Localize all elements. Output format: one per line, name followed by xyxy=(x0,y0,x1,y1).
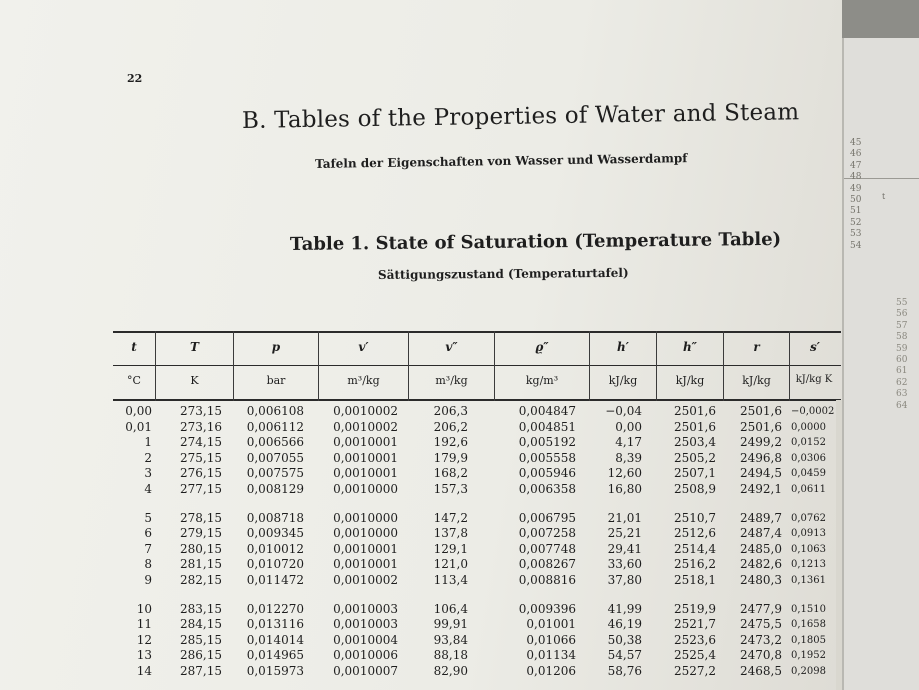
table-cell: 0,0010000 xyxy=(333,481,398,496)
header-unit-r: kJ/kg xyxy=(742,374,771,387)
facing-page-number: 63 xyxy=(896,389,908,400)
table-cell: 21,01 xyxy=(607,510,642,525)
table-cell: 0,1658 xyxy=(791,619,826,631)
table-cell: 16,80 xyxy=(607,481,642,496)
table-cell: 0,013116 xyxy=(246,617,304,632)
table-cell: 2473,2 xyxy=(740,632,782,647)
table-cell: 0,010012 xyxy=(246,541,304,556)
header-unit-t: °C xyxy=(127,374,141,387)
header-unit-v2: m³/kg xyxy=(435,374,468,387)
table-cell: 12,60 xyxy=(607,466,642,481)
table-cell: 0,006108 xyxy=(246,404,304,418)
table-cell: 2477,9 xyxy=(740,601,782,616)
table-cell: 285,15 xyxy=(180,632,222,647)
facing-page-number: 47 xyxy=(850,160,862,171)
table-cell: 2489,7 xyxy=(740,510,782,525)
row-group-gap xyxy=(791,498,833,511)
column-r xyxy=(726,404,782,680)
section-title: B. Tables of the Properties of Water and Steam xyxy=(241,99,800,134)
column-T xyxy=(162,404,222,680)
table-cell: 280,15 xyxy=(180,541,222,556)
table-cell: 273,15 xyxy=(180,404,222,418)
table-cell: 37,80 xyxy=(607,572,642,587)
header-symbol-h1: h′ xyxy=(617,340,629,354)
table-cell: 206,3 xyxy=(433,404,468,418)
facing-page-number: 56 xyxy=(896,309,908,320)
table-cell: 2507,1 xyxy=(674,466,716,481)
header-symbol-rho: ϱ″ xyxy=(535,340,549,354)
table-cell: 2519,9 xyxy=(674,601,716,616)
table-cell: 0,01066 xyxy=(526,632,576,647)
table-cell: 278,15 xyxy=(180,510,222,525)
row-group-gap xyxy=(232,498,304,511)
table-cell: 0,0459 xyxy=(791,468,826,480)
table-cell: 0,01 xyxy=(125,419,152,434)
table-cell: 0,0010001 xyxy=(333,541,398,556)
table-cell: 82,90 xyxy=(433,663,468,678)
table-cell: 4 xyxy=(144,481,152,496)
table-cell: 99,91 xyxy=(433,617,468,632)
row-group-gap xyxy=(592,589,642,602)
facing-page-number: 46 xyxy=(850,149,862,160)
table-cell: 5 xyxy=(144,510,152,525)
table-cell: 0,0000 xyxy=(791,421,826,433)
table-cell: 137,8 xyxy=(433,526,468,541)
table-cell: 275,15 xyxy=(180,450,222,465)
facing-page-number: 61 xyxy=(896,366,908,377)
row-group-gap xyxy=(116,589,152,602)
facing-page-number: 60 xyxy=(896,355,908,366)
table-cell: 2521,7 xyxy=(674,617,716,632)
table-cell: 281,15 xyxy=(180,557,222,572)
row-group-gap xyxy=(506,589,576,602)
table-cell: 0,014965 xyxy=(246,648,304,663)
table-cell: 2494,5 xyxy=(740,466,782,481)
table-cell: 277,15 xyxy=(180,481,222,496)
header-symbol-p: p xyxy=(271,340,281,354)
table-cell: 2510,7 xyxy=(674,510,716,525)
facing-page-number: 48 xyxy=(850,172,862,183)
table-cell: 0,007575 xyxy=(246,466,304,481)
table-cell: 2470,8 xyxy=(740,648,782,663)
table-cell: 286,15 xyxy=(180,648,222,663)
column-s1 xyxy=(791,404,833,680)
facing-page-number: 49 xyxy=(850,183,862,194)
table-cell: 0,1952 xyxy=(791,650,826,662)
table-cell: 0,0010003 xyxy=(333,617,398,632)
table-cell: 0,01206 xyxy=(526,663,576,678)
table-cell: 2480,3 xyxy=(740,572,782,587)
table-cell: 192,6 xyxy=(433,435,468,450)
table-cell: 2512,6 xyxy=(674,526,716,541)
table-cell: 29,41 xyxy=(607,541,642,556)
facing-page-numbers-a xyxy=(850,138,861,252)
table-top-rule xyxy=(113,331,841,333)
facing-page-number: 55 xyxy=(896,298,908,308)
row-group-gap xyxy=(162,498,222,511)
table-cell: 33,60 xyxy=(607,557,642,572)
table-cell: 0,0010002 xyxy=(333,404,398,418)
table-cell: 54,57 xyxy=(607,648,642,663)
table-cell: 0,0010001 xyxy=(333,435,398,450)
row-group-gap xyxy=(412,498,468,511)
column-h2 xyxy=(662,404,716,680)
table-cell: 0,0010002 xyxy=(333,419,398,434)
table-cell: 2514,4 xyxy=(674,541,716,556)
table-cell: 0,00 xyxy=(615,419,642,434)
header-unit-h2: kJ/kg xyxy=(675,374,705,387)
facing-page-number: 52 xyxy=(850,217,862,228)
column-rho xyxy=(506,404,576,680)
table-cell: 0,0010000 xyxy=(333,526,398,541)
table-cell: 2525,4 xyxy=(674,648,716,663)
table-cell: 0,1213 xyxy=(791,559,826,571)
column-p xyxy=(232,404,304,680)
facing-page-number: 54 xyxy=(850,240,862,251)
table-cell: 0,1510 xyxy=(791,603,826,615)
table-cell: 0,01001 xyxy=(526,617,576,632)
table-cell: 0,2098 xyxy=(791,665,826,677)
table-cell: 0,006358 xyxy=(518,481,576,496)
facing-page-header: t xyxy=(882,192,886,201)
row-group-gap xyxy=(320,589,398,602)
header-bottom-rule xyxy=(113,399,841,401)
facing-page-number: 50 xyxy=(850,195,862,206)
table-cell: 2475,5 xyxy=(740,617,782,632)
table-cell: 287,15 xyxy=(180,663,222,678)
table-cell: 0,004847 xyxy=(518,404,576,418)
table-cell: 2523,6 xyxy=(674,632,716,647)
table-cell: 0,0010004 xyxy=(333,632,398,647)
table-cell: 2516,2 xyxy=(674,557,716,572)
table-cell: 2508,9 xyxy=(674,481,716,496)
row-group-gap xyxy=(320,498,398,511)
table-cell: 0,007748 xyxy=(518,541,576,556)
table-cell: −0,0002 xyxy=(791,406,835,417)
table-cell: 0,1805 xyxy=(791,634,826,646)
table-cell: 0,015973 xyxy=(246,663,304,678)
header-symbol-r: r xyxy=(753,340,760,354)
column-v2 xyxy=(412,404,468,680)
table-cell: 8,39 xyxy=(615,450,642,465)
table-cell: 2499,2 xyxy=(740,435,782,450)
table-cell: 50,38 xyxy=(607,632,642,647)
table-cell: 0,0913 xyxy=(791,528,826,540)
table-cell: 0,004851 xyxy=(518,419,576,434)
table-cell: 0,0010001 xyxy=(333,557,398,572)
header-symbol-v1: v′ xyxy=(358,340,369,354)
table-cell: 2501,6 xyxy=(674,404,716,418)
table-cell: 0,006566 xyxy=(246,435,304,450)
table-title: Table 1. State of Saturation (Temperature Table) xyxy=(289,228,782,255)
table-cell: 283,15 xyxy=(180,601,222,616)
table-cell: 0,0010006 xyxy=(333,648,398,663)
facing-page-edge xyxy=(842,38,919,690)
table-cell: 129,1 xyxy=(433,541,468,556)
table-cell: 0,005192 xyxy=(518,435,576,450)
table-cell: −0,04 xyxy=(605,404,642,418)
row-group-gap xyxy=(726,589,782,602)
row-group-gap xyxy=(662,589,716,602)
facing-page-number: 58 xyxy=(896,332,908,343)
table-cell: 0,0010001 xyxy=(333,450,398,465)
row-group-gap xyxy=(592,498,642,511)
table-cell: 41,99 xyxy=(607,601,642,616)
table-cell: 14 xyxy=(136,663,152,678)
table-cell: 0,01134 xyxy=(526,648,576,663)
table-cell: 2485,0 xyxy=(740,541,782,556)
header-unit-s1: kJ/kg K xyxy=(795,374,833,385)
column-h1 xyxy=(592,404,642,680)
table-cell: 1 xyxy=(144,435,152,450)
table-cell: 2505,2 xyxy=(674,450,716,465)
table-cell: 0,011472 xyxy=(246,572,304,587)
header-symbol-v2: v″ xyxy=(445,340,458,354)
table-cell: 0,007258 xyxy=(518,526,576,541)
page-number: 22 xyxy=(127,72,143,85)
table-cell: 4,17 xyxy=(615,435,642,450)
section-subtitle: Tafeln der Eigenschaften von Wasser und Wasserdampf xyxy=(314,151,688,171)
header-unit-rho: kg/m³ xyxy=(525,374,559,387)
table-cell: 157,3 xyxy=(433,481,468,496)
table-cell: 2468,5 xyxy=(740,663,782,678)
facing-page-number: 57 xyxy=(896,320,908,331)
row-group-gap xyxy=(662,498,716,511)
table-cell: 2 xyxy=(144,450,152,465)
table-cell: 2501,6 xyxy=(674,419,716,434)
table-cell: 282,15 xyxy=(180,572,222,587)
table-cell: 0,008718 xyxy=(246,510,304,525)
table-cell: 3 xyxy=(144,466,152,481)
table-cell: 0,0010007 xyxy=(333,663,398,678)
header-symbol-s1: s′ xyxy=(810,340,820,354)
table-cell: 88,18 xyxy=(433,648,468,663)
table-cell: 0,0152 xyxy=(791,437,826,449)
table-cell: 0,009396 xyxy=(518,601,576,616)
table-cell: 8 xyxy=(144,557,152,572)
table-cell: 0,00 xyxy=(125,404,152,418)
facing-page-number: 62 xyxy=(896,377,908,388)
table-cell: 0,009345 xyxy=(246,526,304,541)
table-cell: 0,0010002 xyxy=(333,572,398,587)
table-cell: 121,0 xyxy=(433,557,468,572)
row-group-gap xyxy=(412,589,468,602)
table-cell: 2503,4 xyxy=(674,435,716,450)
table-cell: 0,0010001 xyxy=(333,466,398,481)
table-cell: 276,15 xyxy=(180,466,222,481)
table-cell: 0,012270 xyxy=(246,601,304,616)
facing-page-number: 59 xyxy=(896,343,908,354)
table-cell: 10 xyxy=(136,601,152,616)
row-group-gap xyxy=(791,589,833,602)
column-v1 xyxy=(320,404,398,680)
table-subtitle: Sättigungszustand (Temperaturtafel) xyxy=(377,265,629,282)
table-cell: 168,2 xyxy=(433,466,468,481)
table-cell: 93,84 xyxy=(433,632,468,647)
table-cell: 58,76 xyxy=(607,663,642,678)
column-t xyxy=(116,404,152,680)
table-cell: 12 xyxy=(136,632,152,647)
facing-page-number: 51 xyxy=(850,206,862,217)
table-cell: 274,15 xyxy=(180,435,222,450)
facing-page-number: 64 xyxy=(896,400,908,411)
table-cell: 0,008816 xyxy=(518,572,576,587)
table-cell: 0,0611 xyxy=(791,483,826,495)
table-cell: 0,006112 xyxy=(246,419,304,434)
table-cell: 13 xyxy=(136,648,152,663)
facing-page-number: 45 xyxy=(850,138,862,148)
table-cell: 273,16 xyxy=(180,419,222,434)
row-group-gap xyxy=(232,589,304,602)
header-unit-T: K xyxy=(190,374,199,387)
header-symbol-T: T xyxy=(190,340,199,354)
table-cell: 0,0306 xyxy=(791,452,826,464)
table-cell: 0,1361 xyxy=(791,574,826,586)
table-cell: 9 xyxy=(144,572,152,587)
table-cell: 0,008129 xyxy=(246,481,304,496)
table-cell: 2482,6 xyxy=(740,557,782,572)
table-cell: 284,15 xyxy=(180,617,222,632)
facing-page-number: 53 xyxy=(850,229,862,240)
header-unit-p: bar xyxy=(266,374,286,387)
table-cell: 6 xyxy=(144,526,152,541)
table-cell: 2492,1 xyxy=(740,481,782,496)
table-cell: 2501,6 xyxy=(740,404,782,418)
table-cell: 2501,6 xyxy=(740,419,782,434)
table-cell: 2518,1 xyxy=(674,572,716,587)
table-cell: 179,9 xyxy=(433,450,468,465)
header-symbol-t: t xyxy=(131,340,137,354)
table-cell: 0,0010003 xyxy=(333,601,398,616)
table-cell: 0,005558 xyxy=(518,450,576,465)
header-divider-rule xyxy=(113,365,841,366)
table-cell: 113,4 xyxy=(433,572,468,587)
table-cell: 0,1063 xyxy=(791,543,826,555)
table-cell: 106,4 xyxy=(433,601,468,616)
table-cell: 206,2 xyxy=(433,419,468,434)
table-cell: 0,007055 xyxy=(246,450,304,465)
table-cell: 7 xyxy=(144,541,152,556)
table-cell: 46,19 xyxy=(607,617,642,632)
table-cell: 0,0762 xyxy=(791,512,826,524)
table-cell: 0,010720 xyxy=(246,557,304,572)
table-cell: 0,014014 xyxy=(246,632,304,647)
table-cell: 0,008267 xyxy=(518,557,576,572)
table-cell: 0,0010000 xyxy=(333,510,398,525)
table-cell: 147,2 xyxy=(433,510,468,525)
header-unit-h1: kJ/kg xyxy=(608,374,638,387)
row-group-gap xyxy=(506,498,576,511)
header-unit-v1: m³/kg xyxy=(347,374,380,387)
row-group-gap xyxy=(116,498,152,511)
table-cell: 279,15 xyxy=(180,526,222,541)
table-cell: 0,005946 xyxy=(518,466,576,481)
row-group-gap xyxy=(726,498,782,511)
row-group-gap xyxy=(162,589,222,602)
table-cell: 25,21 xyxy=(607,526,642,541)
facing-page-numbers-b xyxy=(896,298,907,412)
header-symbol-h2: h″ xyxy=(682,340,698,354)
table-cell: 2527,2 xyxy=(674,663,716,678)
table-cell: 2496,8 xyxy=(740,450,782,465)
table-cell: 2487,4 xyxy=(740,526,782,541)
table-cell: 0,006795 xyxy=(518,510,576,525)
table-cell: 11 xyxy=(136,617,152,632)
